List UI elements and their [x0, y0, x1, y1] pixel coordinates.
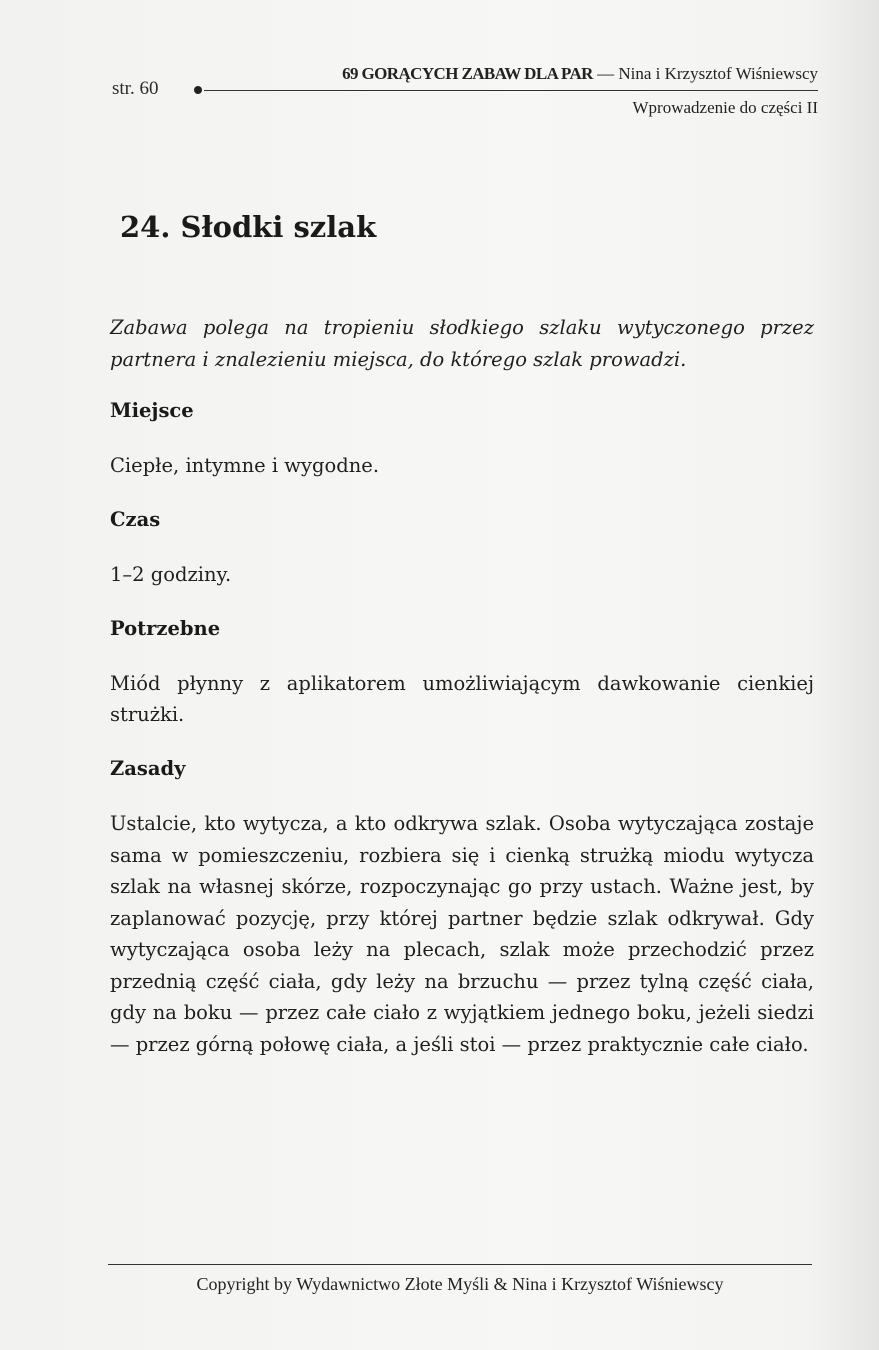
header-bullet — [194, 86, 202, 94]
running-title — [342, 64, 818, 84]
chapter-intro: Zabawa polega na tropieniu słodkiego szlaku wytyczonego przez partnera i znalezieniu miejsca, do którego szlak prowadzi. — [110, 316, 814, 371]
heading-rules: Zasady — [110, 757, 186, 780]
header-rule — [204, 90, 818, 91]
chapter-title: 24. Słodki szlak — [120, 210, 377, 244]
footer-rule — [108, 1264, 812, 1265]
chapter-content — [110, 312, 814, 1086]
copyright-footer: Copyright by Wydawnictwo Złote Myśli & Nina i Krzysztof Wiśniewscy — [196, 1274, 724, 1294]
book-authors: Nina i Krzysztof Wiśniewscy — [618, 64, 818, 83]
title-separator: — — [597, 64, 615, 83]
heading-time: Czas — [110, 508, 161, 531]
heading-place: Miejsce — [110, 399, 194, 422]
page-number: str. 60 — [112, 78, 159, 99]
book-title: 69 GORĄCYCH ZABAW DLA PAR — [342, 64, 593, 83]
section-title: Wprowadzenie do części II — [632, 98, 818, 117]
heading-needed: Potrzebne — [110, 617, 221, 640]
running-header — [112, 62, 818, 122]
text-time: 1–2 godziny. — [110, 563, 232, 586]
text-needed: Miód płynny z aplikatorem umożliwiającym dawkowanie cienkiej strużki. — [110, 672, 814, 726]
text-rules: Ustalcie, kto wytycza, a kto odkrywa szlak. Osoba wytyczająca zostaje sama w pomieszczeniu, rozbiera się i cienką strużką miodu wytycza szlak na własnej skórze, rozpoczynając go przy ustach. Ważne jest, by zaplanować pozycję, przy której partner będzie szlak odkrywał. Gdy wytyczająca osoba leży na plecach, szlak może przechodzić przez przednią część ciała, gdy leży na brzuchu — przez tylną część ciała, gdy na boku — przez całe ciało z wyjątkiem jednego boku, jeżeli siedzi — przez górną połowę ciała, a jeśli stoi — przez praktycznie całe ciało. — [110, 812, 814, 1056]
text-place: Ciepłe, intymne i wygodne. — [110, 454, 380, 477]
